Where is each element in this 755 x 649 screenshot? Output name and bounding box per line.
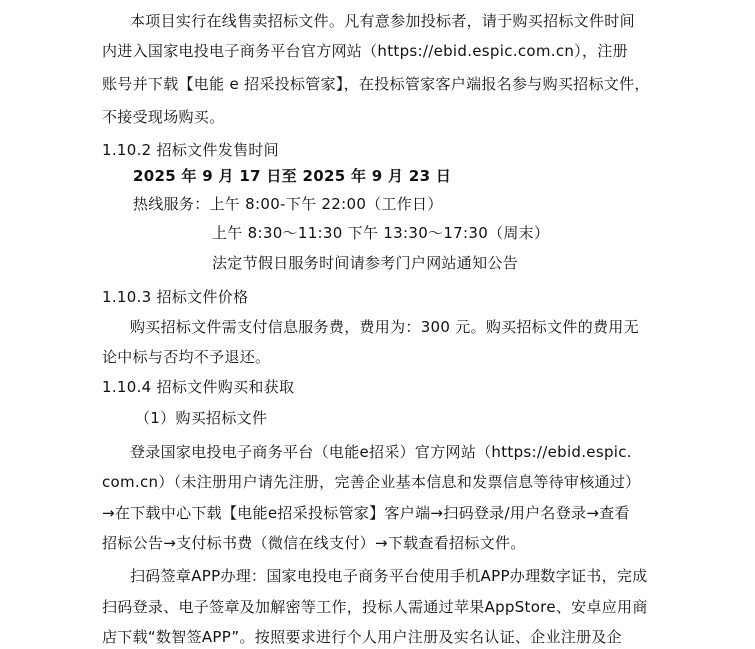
section-1-10-2-heading: 1.10.2 招标文件发售时间	[102, 141, 279, 159]
paragraph-1-line-4: 不接受现场购买。	[102, 108, 225, 126]
section-1-10-3-heading: 1.10.3 招标文件价格	[102, 288, 249, 306]
purchase-para-a-line-4: 招标公告→支付标书费（微信在线支付）→下载查看招标文件。	[102, 534, 526, 552]
price-line-1: 购买招标文件需支付信息服务费，费用为：300 元。购买招标文件的费用无	[130, 318, 639, 336]
price-line-2: 论中标与否均不予退还。	[102, 348, 271, 366]
purchase-para-a-line-2: com.cn）（未注册用户请先注册，完善企业基本信息和发票信息等待审核通过）	[102, 473, 641, 491]
purchase-para-a-line-3: →在下载中心下载【电能e招采投标管家】客户端→扫码登录/用户名登录→查看	[102, 504, 630, 522]
purchase-para-a-line-1: 登录国家电投电子商务平台（电能e招采）官方网站（https://ebid.espic.	[130, 443, 632, 461]
hotline-service-weekday: 热线服务：上午 8:00-下午 22:00（工作日）	[133, 195, 443, 213]
sale-date-range: 2025 年 9 月 17 日至 2025 年 9 月 23 日	[133, 167, 452, 185]
hotline-service-holiday: 法定节假日服务时间请参考门户网站通知公告	[212, 254, 519, 272]
purchase-para-b-line-3: 店下载“数智签APP”。按照要求进行个人用户注册及实名认证、企业注册及企	[102, 628, 622, 646]
paragraph-1-line-3: 账号并下载【电能 e 招采投标管家】，在投标管家客户端报名参与购买招标文件，	[102, 75, 650, 93]
section-1-10-4-heading: 1.10.4 招标文件购买和获取	[102, 378, 295, 396]
paragraph-1-line-2: 内进入国家电投电子商务平台官方网站（https://ebid.espic.com.cn），注册	[102, 42, 628, 60]
hotline-service-weekend: 上午 8:30～11:30 下午 13:30～17:30（周末）	[212, 224, 550, 242]
purchase-para-b-line-1: 扫码签章APP办理：国家电投电子商务平台使用手机APP办理数字证书，完成	[130, 567, 648, 585]
paragraph-1-line-1: 本项目实行在线售卖招标文件。凡有意参加投标者，请于购买招标文件时间	[130, 12, 635, 30]
purchase-sub-heading: （1）购买招标文件	[135, 409, 268, 427]
purchase-para-b-line-2: 扫码登录、电子签章及加解密等工作，投标人需通过苹果AppStore、安卓应用商	[102, 598, 648, 616]
